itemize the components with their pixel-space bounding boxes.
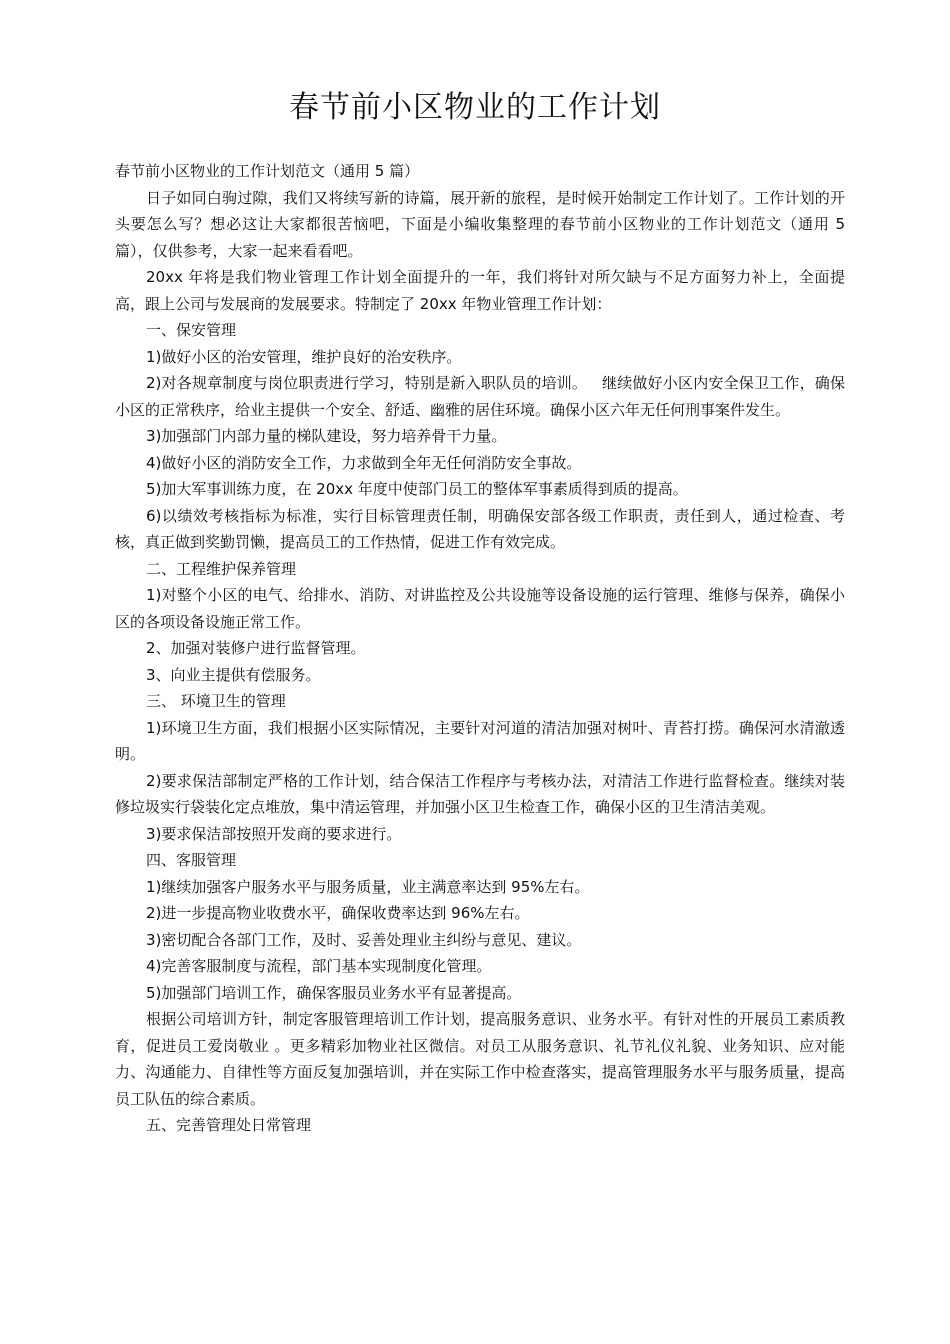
list-item: 1)对整个小区的电气、给排水、消防、对讲监控及公共设施等设备设施的运行管理、维修与保养，确保小区的各项设备设施正常工作。	[115, 586, 845, 631]
section-heading: 三、 环境卫生的管理	[146, 692, 286, 710]
list-item: 2、加强对装修户进行监督管理。	[146, 639, 366, 657]
page-title: 春节前小区物业的工作计划	[289, 90, 661, 125]
list-item: 4)做好小区的消防安全工作，力求做到全年无任何消防安全事故。	[146, 453, 582, 472]
document-body	[115, 158, 850, 1139]
list-item: 6)以绩效考核指标为标准，实行目标管理责任制，明确保安部各级工作职责，责任到人，通过检查、考核，真正做到奖勤罚懒，提高员工的工作热情，促进工作有效完成。	[115, 506, 845, 551]
list-item: 1)继续加强客户服务水平与服务质量，业主满意率达到 95%左右。	[146, 877, 590, 896]
list-item: 3)要求保洁部按照开发商的要求进行。	[146, 824, 402, 843]
list-item: 2)要求保洁部制定严格的工作计划，结合保洁工作程序与考核办法，对清洁工作进行监督检查。继续对装修垃圾实行袋装化定点堆放，集中清运管理，并加强小区卫生检查工作，确保小区的卫生清洁美观。	[115, 771, 845, 816]
paragraph: 根据公司培训方针，制定客服管理培训工作计划，提高服务意识、业务水平。有针对性的开展员工素质教育，促进员工爱岗敬业 。更多精彩加物业社区微信。对员工从服务意识、礼节礼仪礼貌、业务知识、应对能力、沟通能力、自律性等方面反复加强培训，并在实际工作中检查落实，提高管理服务水平与服务质量，提高员工队伍的综合素质。	[115, 1010, 845, 1108]
list-item: 2)对各规章制度与岗位职责进行学习，特别是新入职队员的培训。 继续做好小区内安全保卫工作，确保小区的正常秩序，给业主提供一个安全、舒适、幽雅的居住环境。确保小区六年无任何刑事案件发生。	[115, 374, 845, 419]
paragraph: 日子如同白驹过隙，我们又将续写新的诗篇，展开新的旅程，是时候开始制定工作计划了。工作计划的开头要怎么写？想必这让大家都很苦恼吧，下面是小编收集整理的春节前小区物业的工作计划范文（通用 5 篇），仅供参考，大家一起来看看吧。	[115, 188, 850, 260]
section-heading: 二、工程维护保养管理	[146, 559, 297, 578]
list-item: 2)进一步提高物业收费水平，确保收费率达到 96%左右。	[146, 904, 530, 922]
paragraph: 20xx 年将是我们物业管理工作计划全面提升的一年，我们将针对所欠缺与不足方面努力补上，全面提高，跟上公司与发展商的发展要求。特制定了 20xx 年物业管理工作计划：	[115, 268, 845, 313]
list-item: 5)加强部门培训工作，确保客服员业务水平有显著提高。	[146, 983, 522, 1002]
list-item: 3)加强部门内部力量的梯队建设，努力培养骨干力量。	[146, 427, 507, 445]
list-item: 5)加大军事训练力度，在 20xx 年度中使部门员工的整体军事素质得到质的提高。	[146, 480, 688, 498]
list-item: 4)完善客服制度与流程，部门基本实现制度化管理。	[146, 957, 492, 975]
list-item: 1)环境卫生方面，我们根据小区实际情况，主要针对河道的清洁加强对树叶、青苔打捞。确保河水清澈透明。	[115, 718, 845, 763]
list-item: 3)密切配合各部门工作，及时、妥善处理业主纠纷与意见、建议。	[146, 930, 582, 949]
section-heading: 五、完善管理处日常管理	[146, 1116, 312, 1134]
list-item: 1)做好小区的治安管理，维护良好的治安秩序。	[146, 347, 462, 366]
section-heading: 四、客服管理	[146, 851, 237, 869]
list-item: 3、向业主提供有偿服务。	[146, 665, 321, 684]
section-heading: 一、保安管理	[146, 321, 237, 339]
document-subtitle: 春节前小区物业的工作计划范文（通用 5 篇）	[115, 162, 420, 180]
